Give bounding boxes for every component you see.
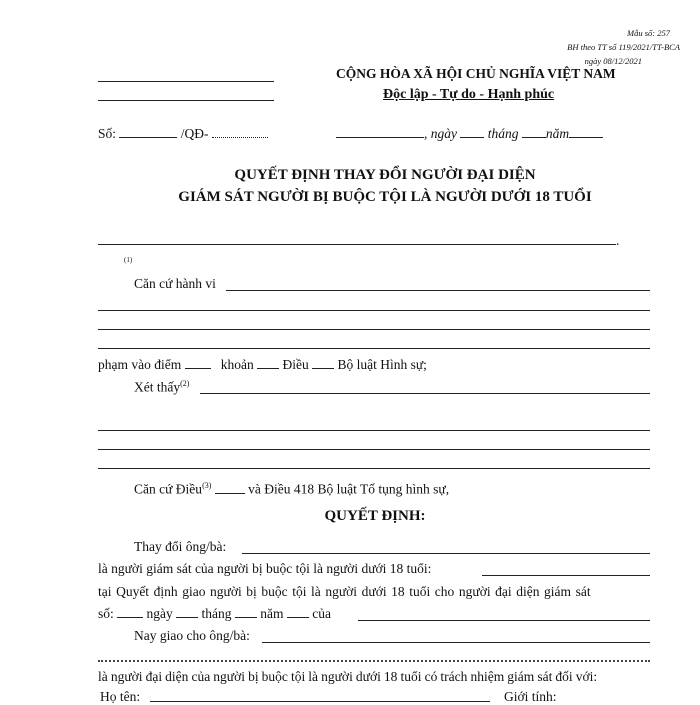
- form-code-circular: BH theo TT số 119/2021/TT-BCA: [567, 42, 680, 52]
- nam-ref-label: năm: [260, 606, 284, 621]
- qd-label: /QĐ-: [180, 126, 209, 141]
- khoan-blank: [257, 358, 279, 369]
- legal-article-line: [98, 357, 427, 373]
- thang-label: tháng: [487, 126, 519, 141]
- ho-ten-line: [150, 701, 490, 702]
- place-blank: [336, 127, 424, 138]
- va-dieu-418-label: và Điều 418 Bộ luật Tố tụng hình sự,: [248, 481, 450, 497]
- authority-line-end: .: [616, 233, 620, 248]
- so-ref-blank: [117, 607, 143, 618]
- agency-name-line-2: [98, 100, 274, 101]
- note-1-marker: (1): [124, 256, 133, 264]
- cua-ref-label: của: [312, 606, 331, 621]
- nguoi-giam-sat-line: [482, 575, 650, 576]
- authority-line: [98, 244, 616, 245]
- xet-thay-line-1: [200, 393, 650, 394]
- thay-doi-label: Thay đổi ông/bà:: [134, 539, 227, 554]
- thay-doi-line: [242, 553, 650, 554]
- tai-quyet-dinh-label: tại Quyết định giao người bị buộc tội là người dưới 18 tuổi cho người đại diện giám sát: [98, 584, 591, 599]
- place-date-line: [336, 126, 603, 142]
- can-cu-hanh-vi-line-1: [226, 290, 650, 291]
- cua-ref-line: [358, 620, 650, 621]
- decision-number-blank: [119, 127, 177, 138]
- xet-thay-line-2: [98, 430, 650, 431]
- decision-ref-row: [98, 606, 331, 622]
- dieu-blank: [312, 358, 334, 369]
- so-ref-label: số:: [98, 606, 114, 621]
- nay-giao-label: Nay giao cho ông/bà:: [134, 628, 250, 643]
- can-cu-dieu-row: [134, 481, 449, 498]
- nguoi-dai-dien-label: là người đại diện của người bị buộc tội là người dưới 18 tuổi có trách nhiệm giám sát đối với:: [98, 669, 598, 684]
- dieu-label: Điều: [282, 357, 309, 372]
- day-blank: [460, 127, 484, 138]
- thang-ref-blank: [235, 607, 257, 618]
- nation-motto: Độc lập - Tự do - Hạnh phúc: [383, 87, 555, 102]
- thang-ref-label: tháng: [201, 606, 232, 621]
- can-cu-hanh-vi-line-3: [98, 329, 650, 330]
- form-code-date: ngày 08/12/2021: [584, 56, 642, 66]
- so-label: Số:: [98, 126, 117, 141]
- xet-thay-label: Xét thấy: [134, 379, 181, 395]
- nay-giao-dotted-line: [98, 660, 650, 662]
- ngay-ref-label: ngày: [146, 606, 173, 621]
- title-line-2: GIÁM SÁT NGƯỜI BỊ BUỘC TỘI LÀ NGƯỜI DƯỚI 18 TUỔI: [178, 189, 592, 205]
- nam-ref-blank: [287, 607, 309, 618]
- document-title: [0, 164, 700, 208]
- can-cu-hanh-vi-line-4: [98, 348, 650, 349]
- nay-giao-line: [262, 642, 650, 643]
- agency-name-line-1: [98, 81, 274, 82]
- form-code: [500, 26, 680, 68]
- xet-thay-line-4: [98, 468, 650, 469]
- khoan-label: khoản: [220, 357, 254, 372]
- can-cu-hanh-vi-label: Căn cứ hành vi: [134, 276, 216, 291]
- xet-thay-line-3: [98, 449, 650, 450]
- title-line-1: QUYẾT ĐỊNH THAY ĐỔI NGƯỜI ĐẠI DIỆN: [234, 167, 536, 183]
- form-code-number: Mẫu số: 257: [627, 28, 670, 38]
- can-cu-dieu-label: Căn cứ Điều: [134, 481, 203, 497]
- year-blank: [569, 127, 603, 138]
- pham-vao-diem-label: phạm vào điểm: [98, 357, 182, 372]
- decision-heading: QUYẾT ĐỊNH:: [324, 508, 426, 524]
- bo-luat-hinh-su-label: Bộ luật Hình sự;: [337, 357, 427, 372]
- decision-number-line: [98, 126, 268, 142]
- ho-ten-label: Họ tên:: [100, 689, 141, 704]
- nation-title: CỘNG HÒA XÃ HỘI CHỦ NGHĨA VIỆT NAM: [336, 66, 616, 81]
- note-2-marker: (2): [180, 379, 190, 388]
- nam-label: năm: [545, 126, 570, 141]
- note-3-marker: (3): [202, 481, 212, 490]
- ngay-label: , ngày: [424, 126, 457, 141]
- gioi-tinh-label: Giới tính:: [504, 689, 557, 704]
- ngay-ref-blank: [176, 607, 198, 618]
- can-cu-hanh-vi-line-2: [98, 310, 650, 311]
- diem-blank: [185, 358, 211, 369]
- agency-code-blank: [212, 127, 268, 138]
- month-blank: [522, 127, 546, 138]
- nguoi-giam-sat-label: là người giám sát của người bị buộc tội là người dưới 18 tuổi:: [98, 561, 432, 576]
- xet-thay-label-row: [134, 379, 189, 396]
- can-cu-dieu-blank: [215, 483, 245, 494]
